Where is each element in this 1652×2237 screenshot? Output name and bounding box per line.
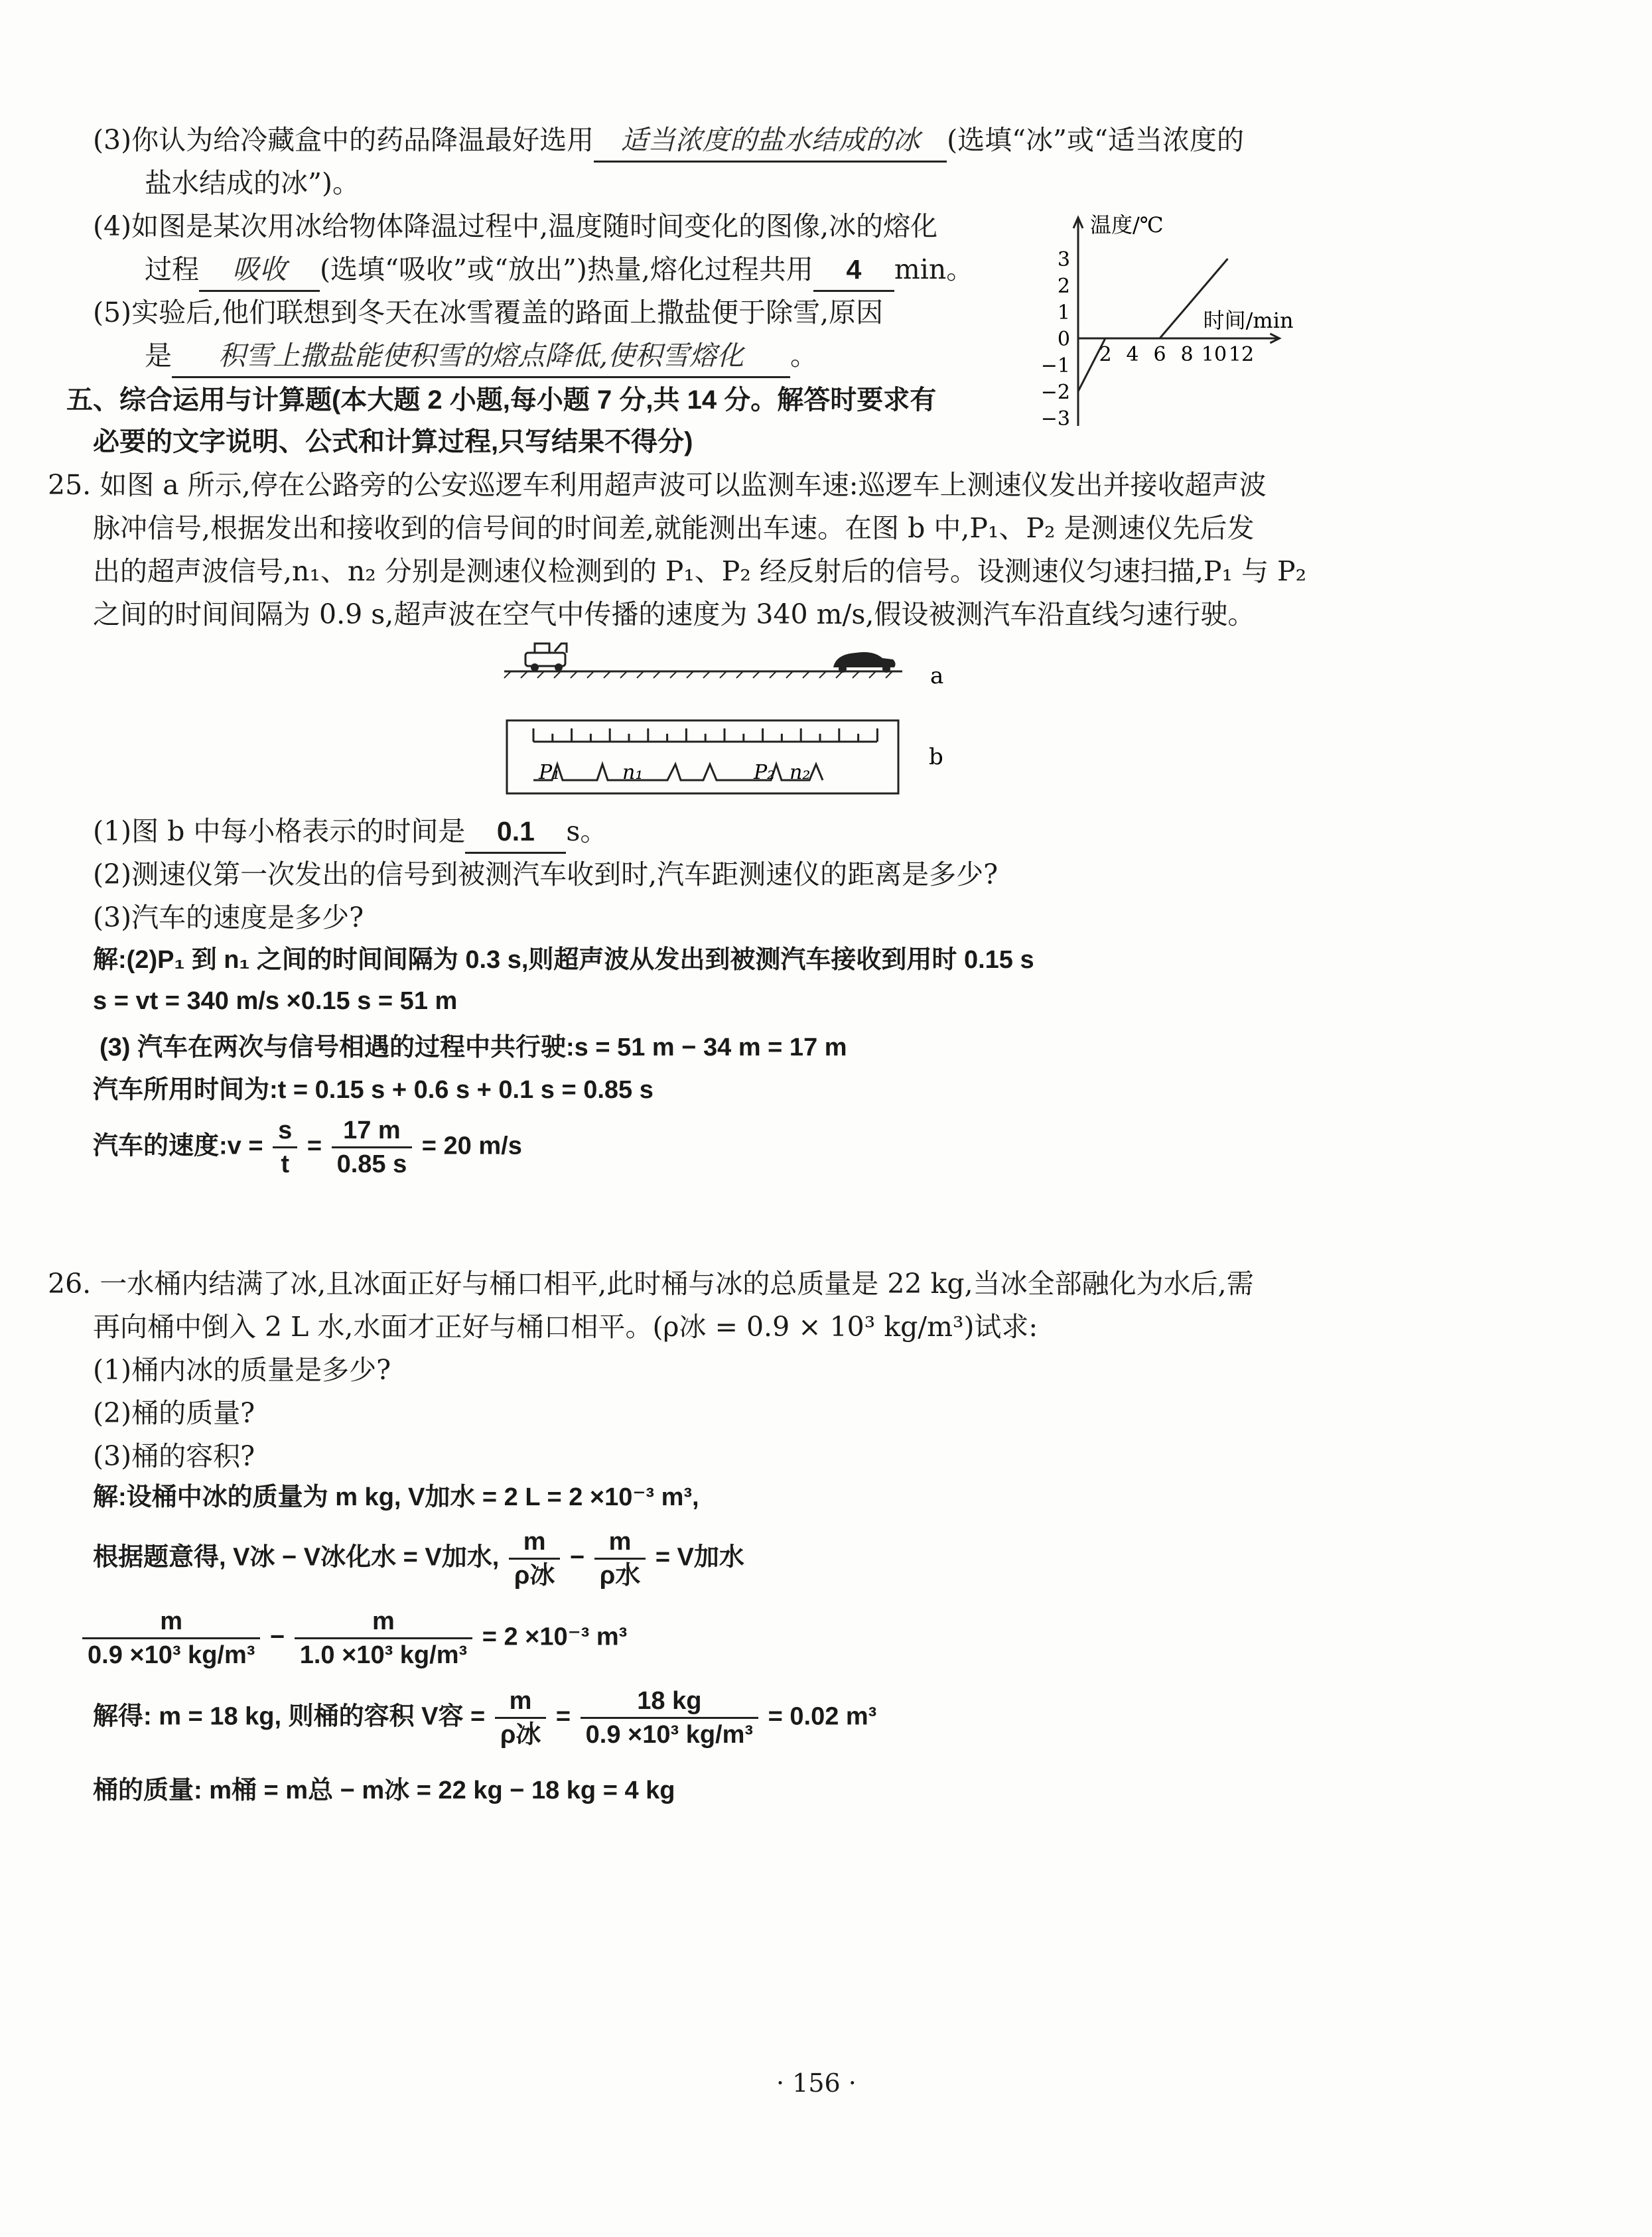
- q24-part5-line1: (5)实验后,他们联想到冬天在冰雪覆盖的路面上撒盐便于除雪,原因: [93, 297, 884, 328]
- y-axis-label: 温度/℃: [1090, 212, 1164, 237]
- x-tick-label: 10: [1201, 343, 1227, 366]
- q26-solution-line3: $\frac{m}{\text{0.9 ×10³ kg/m³}}$ − $\frac{m}{\text{1.0 ×10³ kg/m³}}$ = 2 ×10⁻³ m³: [80, 1605, 627, 1671]
- q24-part5-answer: 积雪上撒盐能使积雪的熔点降低,使积雪熔化: [172, 335, 790, 378]
- y-tick-label: 3: [1057, 248, 1070, 271]
- x-tick-label: 6: [1153, 343, 1166, 366]
- x-tick-label: 2: [1099, 343, 1112, 366]
- q26-sub1: (1)桶内冰的质量是多少?: [93, 1354, 391, 1386]
- page-number: · 156 ·: [776, 2068, 857, 2098]
- x-tick-label: 12: [1228, 343, 1255, 366]
- q26-stem-line2: 再向桶中倒入 2 L 水,水面才正好与桶口相平。(ρ冰 = 0.9 × 10³ kg/m³)试求:: [93, 1311, 1038, 1343]
- q25-sub1: (1)图 b 中每小格表示的时间是 0.1 s。: [93, 811, 607, 854]
- x-tick-label: 8: [1180, 343, 1194, 366]
- q25-stem-line3: 出的超声波信号,n₁、n₂ 分别是测速仪检测到的 P₁、P₂ 经反射后的信号。设测速仪匀速扫描,P₁ 与 P₂: [93, 555, 1307, 587]
- q25-stem-line4: 之间的时间间隔为 0.9 s,超声波在空气中传播的速度为 340 m/s,假设被测汽车沿直线匀速行驶。: [93, 598, 1255, 630]
- figure-a-road: [498, 637, 962, 690]
- fraction-m-over-rho-water: $\frac{m}{\text{ρ水}}$: [594, 1526, 646, 1592]
- q25-solution-line2: s = vt = 340 m/s ×0.15 s = 51 m: [93, 987, 458, 1015]
- fraction-m-over-10e3: $\frac{m}{\text{1.0 ×10³ kg/m³}}$: [295, 1605, 472, 1671]
- q24-part4-line1: (4)如图是某次用冰给物体降温过程中,温度随时间变化的图像,冰的熔化: [93, 210, 938, 242]
- q25-sub1-answer: 0.1: [465, 811, 566, 854]
- fraction-17m-over-085s: $\frac{17 m}{0.85 s}$: [332, 1115, 413, 1180]
- car-icon: [833, 652, 896, 673]
- fraction-s-over-t: $\frac{s}{t}$: [273, 1115, 297, 1180]
- y-tick-label: 2: [1057, 275, 1070, 298]
- section-5-heading-line2: 必要的文字说明、公式和计算过程,只写结果不得分): [93, 427, 693, 456]
- patrol-car-icon: [525, 644, 567, 671]
- q24-part3-line1: (3)你认为给冷藏盒中的药品降温最好选用 适当浓度的盐水结成的冰 (选填“冰”或“适当浓度的: [93, 119, 1244, 163]
- figure-b-scale: [504, 716, 955, 803]
- q24-part3-line2: 盐水结成的冰”)。: [145, 167, 360, 199]
- q24-part5-line2: 是 积雪上撒盐能使积雪的熔点降低,使积雪熔化 。: [145, 335, 817, 378]
- q25-sub2: (2)测速仪第一次发出的信号到被测汽车收到时,汽车距测速仪的距离是多少?: [93, 858, 998, 890]
- q26-solution-line2: 根据题意得, V冰 − V冰化水 = V加水, $\frac{m}{\text{ρ冰}}$ − $\frac{m}{\text{ρ水}}$ = V加水: [93, 1526, 744, 1592]
- y-tick-label: −3: [1040, 407, 1070, 431]
- label-n2: n₂: [790, 761, 811, 784]
- section-5-heading-line1: 五、综合运用与计算题(本大题 2 小题,每小题 7 分,共 14 分。解答时要求有: [66, 385, 937, 415]
- x-tick-label: 4: [1126, 343, 1139, 366]
- signal-waveform: [533, 764, 823, 780]
- x-axis-label: 时间/min: [1203, 308, 1294, 333]
- q25-solution-line5: 汽车的速度:v = $\frac{s}{t}$ = $\frac{17 m}{0.85 s}$ = 20 m/s: [93, 1115, 522, 1180]
- q25-stem-line1: 25. 如图 a 所示,停在公路旁的公安巡逻车利用超声波可以监测车速:巡逻车上测速仪发出并接收超声波: [48, 469, 1267, 501]
- q25-solution-line3: (3) 汽车在两次与信号相遇的过程中共行驶:s = 51 m − 34 m = 17 m: [100, 1034, 847, 1061]
- figure-a-label: a: [930, 663, 944, 689]
- y-tick-label: −1: [1040, 354, 1070, 377]
- q24-part4-answer2: 4: [813, 249, 894, 292]
- figure-b-label: b: [929, 744, 943, 770]
- fraction-18kg-over-09e3: $\frac{18 kg}{\text{0.9 ×10³ kg/m³}}$: [581, 1685, 758, 1751]
- temperature-time-chart: [1025, 199, 1383, 451]
- q26-solution-line1: 解:设桶中冰的质量为 m kg, V加水 = 2 L = 2 ×10⁻³ m³,: [93, 1483, 699, 1511]
- q26-solution-line5: 桶的质量: m桶 = m总 − m冰 = 22 kg − 18 kg = 4 kg: [93, 1777, 675, 1804]
- y-tick-label: 0: [1057, 328, 1070, 351]
- q24-part4-line2: 过程 吸收 (选填“吸收”或“放出”)热量,熔化过程共用 4 min。: [145, 249, 973, 292]
- fraction-m-over-rho-ice-2: $\frac{m}{\text{ρ冰}}$: [495, 1685, 547, 1751]
- q24-part3-answer: 适当浓度的盐水结成的冰: [594, 119, 947, 163]
- y-tick-label: 1: [1057, 301, 1070, 324]
- q25-stem-line2: 脉冲信号,根据发出和接收到的信号间的时间差,就能测出车速。在图 b 中,P₁、P₂ 是测速仪先后发: [93, 512, 1255, 544]
- label-n1: n₁: [622, 761, 644, 784]
- q25-solution-line4: 汽车所用时间为:t = 0.15 s + 0.6 s + 0.1 s = 0.85 s: [93, 1076, 654, 1104]
- label-p2: P₂: [754, 761, 776, 784]
- y-tick-label: −2: [1040, 381, 1070, 404]
- q26-sub2: (2)桶的质量?: [93, 1397, 255, 1429]
- q25-sub3: (3)汽车的速度是多少?: [93, 902, 364, 933]
- q26-solution-line4: 解得: m = 18 kg, 则桶的容积 V容 = $\frac{m}{\text{ρ冰}}$ = $\frac{18 kg}{\text{0.9 ×10³ kg/m³}}$ = 0.02 m³: [93, 1685, 876, 1751]
- q25-solution-line1: 解:(2)P₁ 到 n₁ 之间的时间间隔为 0.3 s,则超声波从发出到被测汽车接收到用时 0.15 s: [93, 946, 1034, 974]
- q26-stem-line1: 26. 一水桶内结满了冰,且冰面正好与桶口相平,此时桶与冰的总质量是 22 kg,当冰全部融化为水后,需: [48, 1268, 1254, 1300]
- q24-part4-answer1: 吸收: [199, 249, 320, 292]
- q26-sub3: (3)桶的容积?: [93, 1440, 255, 1472]
- label-p1: P₁: [539, 761, 561, 784]
- fraction-m-over-09e3: $\frac{m}{\text{0.9 ×10³ kg/m³}}$: [82, 1605, 260, 1671]
- fraction-m-over-rho-ice: $\frac{m}{\text{ρ冰}}$: [509, 1526, 561, 1592]
